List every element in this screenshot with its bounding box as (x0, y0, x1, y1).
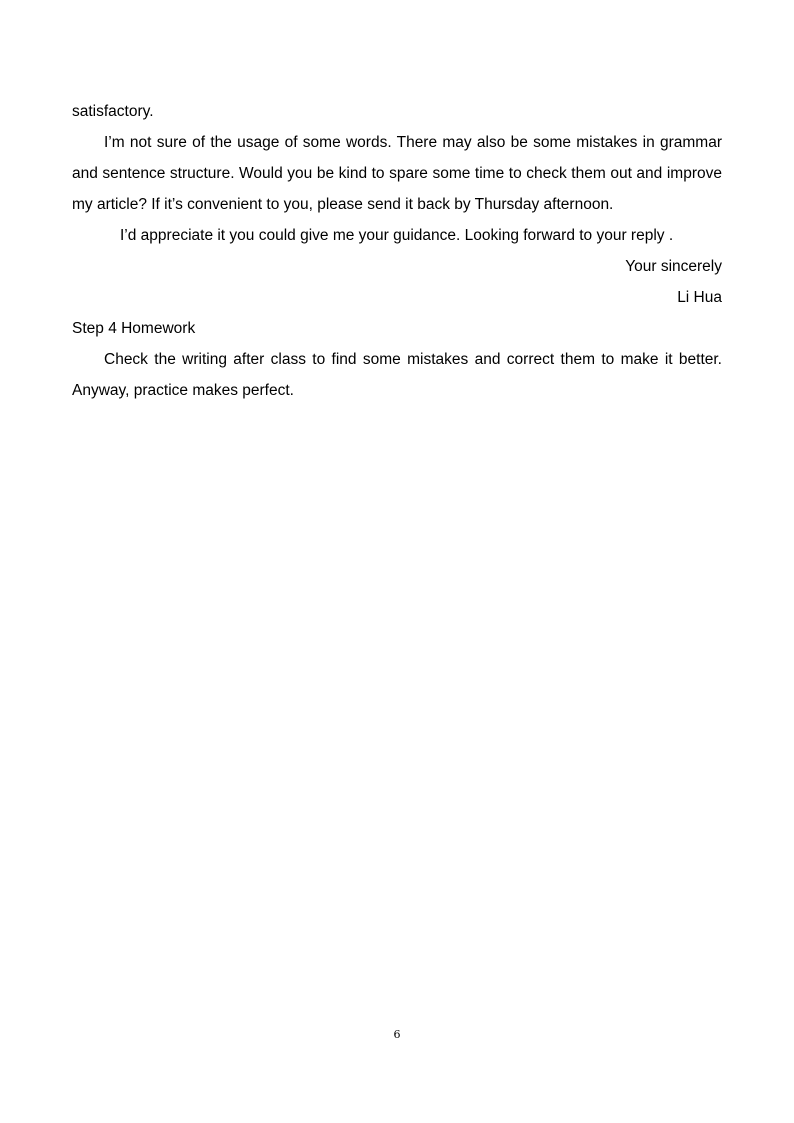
paragraph-appreciation: I’d appreciate it you could give me your guidance. Looking forward to your reply . (120, 227, 674, 244)
letter-closing: Your sincerely (625, 258, 722, 275)
letter-signature: Li Hua (677, 289, 722, 306)
paragraph-usage-request: I’m not sure of the usage of some words. There may also be some mistakes in grammar and sentence structure. Would you be kind to spare some time to check them out and improve my article? If it’s convenient to you, please send it back by Thursday afternoon. (72, 134, 722, 213)
page-number: 6 (393, 1028, 401, 1041)
paragraph-continuation: satisfactory. (72, 103, 154, 120)
step-heading: Step 4 Homework (72, 320, 196, 337)
document-body (72, 96, 722, 406)
homework-paragraph: Check the writing after class to find some mistakes and correct them to make it better. Anyway, practice makes perfect. (72, 351, 722, 399)
